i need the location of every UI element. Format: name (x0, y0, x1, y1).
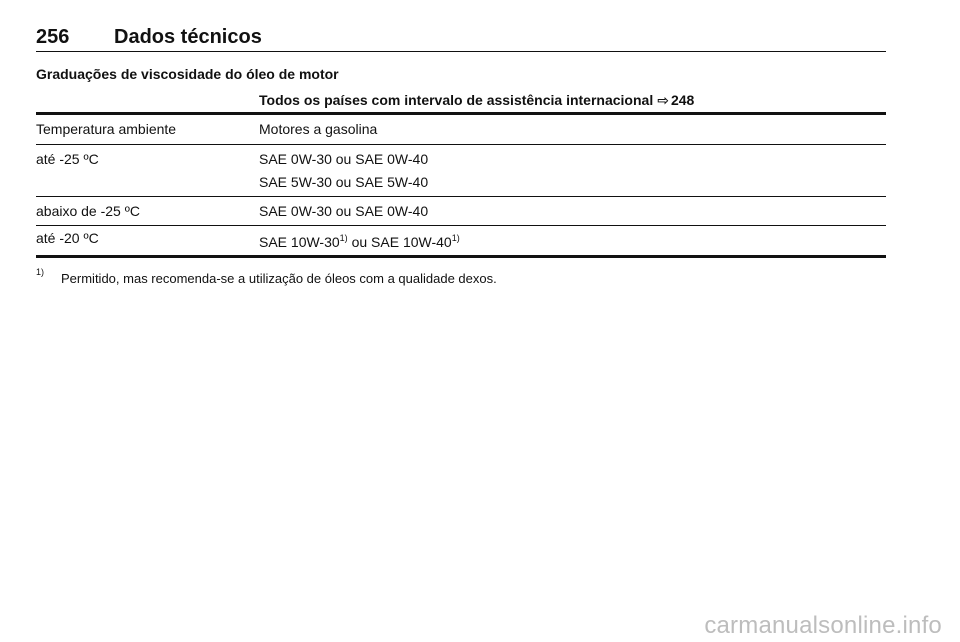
row-1-oil-line-1: SAE 0W-30 ou SAE 0W-40 (259, 151, 429, 167)
table-caption-text: Todos os países com intervalo de assistência internacional (259, 92, 654, 108)
table-caption (259, 92, 694, 109)
row-3-oil (259, 234, 460, 250)
row-divider (36, 144, 886, 145)
column-header-engines: Motores a gasolina (259, 121, 378, 137)
row-3-temperature: até -20 ºC (36, 230, 99, 246)
row-3-oil-part-2: ou SAE 10W-40 (347, 234, 452, 250)
row-2-temperature: abaixo de -25 ºC (36, 203, 140, 219)
header-rule (36, 51, 886, 52)
row-2-oil: SAE 0W-30 ou SAE 0W-40 (259, 203, 429, 219)
footnote-marker: 1) (36, 267, 45, 277)
row-3-oil-part-1: SAE 10W-30 (259, 234, 340, 250)
column-header-temperature: Temperatura ambiente (36, 121, 177, 137)
footnote-text: Permitido, mas recomenda-se a utilização de óleos com a qualidade dexos. (61, 271, 497, 286)
section-heading: Graduações de viscosidade do óleo de motor (36, 66, 339, 82)
table-bottom-rule (36, 255, 886, 258)
footnote-reference: 1) (451, 233, 460, 243)
watermark: carmanualsonline.info (704, 612, 942, 639)
row-divider (36, 196, 886, 197)
cross-reference-arrow-icon: ⇨ (657, 92, 669, 108)
page-title: Dados técnicos (114, 26, 262, 48)
row-1-oil-line-2: SAE 5W-30 ou SAE 5W-40 (259, 174, 429, 190)
page-number: 256 (36, 26, 70, 48)
footnote-reference: 1) (339, 233, 348, 243)
table-top-rule (36, 112, 886, 115)
row-1-temperature: até -25 ºC (36, 151, 99, 167)
row-divider (36, 225, 886, 226)
cross-reference-page-link[interactable]: 248 (670, 92, 695, 108)
